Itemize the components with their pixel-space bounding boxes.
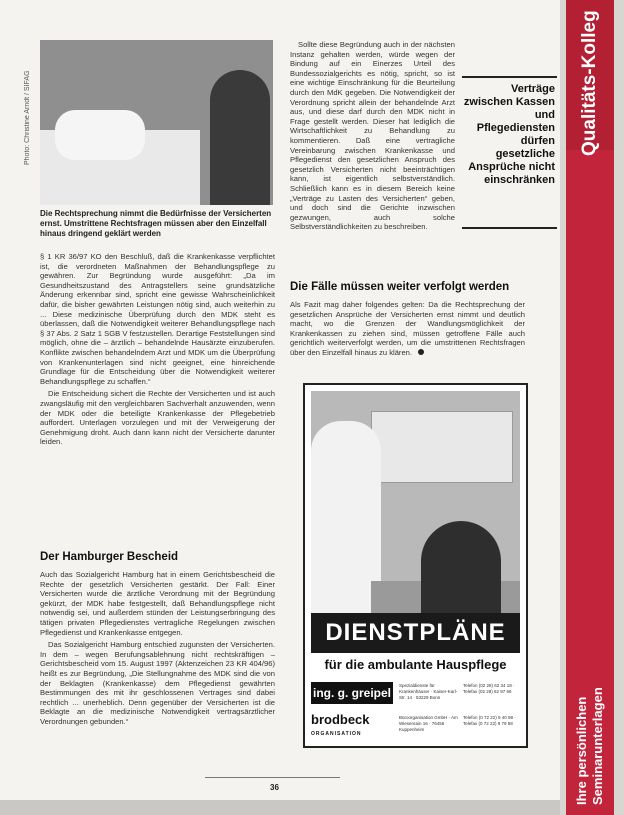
end-mark-icon — [418, 349, 424, 355]
page-bottom-shadow — [0, 800, 565, 815]
column-1-bottom — [40, 550, 275, 727]
subheading-faelle: Die Fälle müssen weiter verfolgt werden — [290, 281, 510, 293]
page-number: 36 — [270, 783, 279, 792]
brodbeck-name: brodbeck — [311, 712, 370, 727]
column-2-top — [290, 40, 455, 232]
ad-subline: für die ambulante Hauspflege — [324, 657, 507, 672]
column-1-top — [40, 252, 275, 447]
paragraph: Die Entscheidung sichert die Rechte der Versicherten und ist auch zwangsläufig mit den vergleichbaren Sachverhalt anzuwenden, wenn der MDK oder die beteiligte Krankenkasse der Pflegebetrieb auffordert. Unterlagen vorzulegen und mit der Verweigerung der Genehmigung droht. Auch dann kann nicht der Versicherte darunter leiden. — [40, 389, 275, 447]
advertisement — [303, 383, 528, 748]
ad-vendor-greipel — [311, 680, 520, 708]
ad-photo — [311, 391, 520, 616]
photo-credit: Photo: Christine Arndt / SIFAG — [24, 70, 31, 165]
brodbeck-logo — [311, 712, 393, 742]
nursing-photo — [40, 40, 273, 205]
brodbeck-phone: Telefon (0 72 22) 9 40 98 · Telefax (0 72 22) 9 79 58 — [463, 715, 516, 726]
paragraph: § 1 KR 36/97 KO den Beschluß, daß die Krankenkasse verpflichtet ist, die verordneten Maßnahmen der Behandlungspflege zu gewähren. Zur Begründung wurde ausgeführt: „Da im Gesundheitszustand des Antragstellers seine grundsätzliche Änderung erkennbar sind, spricht eine gewisse Wahrscheinlichkeit dafür, die bisher gewährten Leistungen nötig sind, auch weiterhin zu ... Diese medizinische Überprüfung durch den MDK steht es überlassen, daß die Notwendigkeit weiterer Behandlungspflege nach § 37 Abs. 2 Satz 1 SGB V festzustellen. Derartige Feststellungen sind möglich, ohne die – ärztlich – behandelnde Hausärzte einzuberufen. Konflikte zwischen behandelndem Arzt und MDK um die Überprüfung von Krankenunterlagen sind nicht geeignet, eine hinreichende Grundlage für die Entscheidung über die Notwendigkeit weiterer Behandlungspflege zu schaffen.“ — [40, 252, 275, 386]
column-2-bottom — [290, 280, 525, 358]
greipel-address: Spezialdienste für Krankenhäuser · Kaiser-Karl-Str. 14 · 53229 Bonn — [399, 683, 458, 700]
paragraph — [290, 300, 525, 358]
paragraph: Das Sozialgericht Hamburg entschied zugunsten der Versicherten. In dem – wegen Berufungsablehnung nicht rechtskräftigen – Gerichtsbescheid vom 15. August 1997 (Aktenzeichen 23 KR 404/96) heißt es zur Begründung, „Die Stellungnahme des MDK sind die von der Beklagten (Krankenkasse) dem Pflegedienst gewährten Bestimmungen des mit ihr geschlossenen Vertrages sind dabei rechtlich ... unerheblich. Denn gegenüber der Versicherten ist die Beklagte an die medizinische Notwendigkeit vertragsärztlicher Verordnungen gebunden.“ — [40, 640, 275, 726]
ad-vendor-brodbeck — [311, 712, 520, 740]
photo-pillow — [55, 110, 145, 160]
greipel-phone: Telefon (02 28) 62 34 19 · Telefax (02 28) 62 97 66 — [463, 683, 515, 694]
paragraph: Sollte diese Begründung auch in der nächsten Instanz gehalten werden, würde wegen der Bindung auf ein Einerzes Urteil des Bundessozialgerichts es nötig, spricht, so ist eine wichtige Einschränkung für die Beurteilung durch den MdK gegeben. Die Notwendigkeit der Verordnung spricht allein der behandelnde Arzt aus, und diese darf durch den MDK nicht in Frage gestellt werden. Dieser hat lediglich die Wirtschaftlichkeit zu Behandlung zu kommentieren. Daß eine vertragliche Vereinbarung zwischen Krankenkasse und Pflegedienst den gesetzlichen Anspruch des gesetzlich Versicherten nicht beeinträchtigen kann, ist eigentlich selbstverständlich. Schließlich kann es in diesem Bereich keine „Verträge zu Lasten des Versicherten“ geben, und doch sind die Gerichte inzwischen gezwungen, auch solche Selbstverständlichkeiten zu beschreiben. — [290, 40, 455, 232]
ad-headline: DIENSTPLÄNE — [311, 613, 520, 653]
pullquote-rule-bottom — [462, 227, 557, 229]
paragraph: Auch das Sozialgericht Hamburg hat in einem Gerichtsbescheid die Rechte der gesetzlich Versicherten gestärkt. Der Fall: Einer Versicherten wurde die ärztliche Verordnung mit der Begründung gekürzt, der MDK habe festgestellt, daß Behandlungspflege nicht notwendig sei, und außerdem stünden der Leistungserbringung des tätigen privaten Pflegedienstes vertragliche Regelungen zwischen Pflegedienst und Krankenkasse entgegen. — [40, 570, 275, 637]
ad-photo-person-seated — [421, 521, 501, 616]
greipel-logo: ing. g. greipel — [311, 682, 393, 704]
brodbeck-address: Büroorganisation GmbH · Am Wiesenrain 16 · 76456 Kuppenheim — [399, 715, 458, 732]
side-tab-title: Qualitäts-Kolleg — [579, 10, 600, 156]
pullquote-rule-top — [462, 76, 557, 78]
photo-caregiver — [210, 70, 270, 205]
photo-caption: Die Rechtsprechung nimmt die Bedürfnisse der Versicherten ernst. Umstrittene Rechtsfragen müssen aber den Einzelfall hinaus dringend geklärt werden — [40, 209, 272, 238]
side-tab-bottom-label: Ihre persönlichen Seminarunterlagen — [574, 687, 605, 805]
pullquote: Verträge zwischen Kassen und Pflegediensten dürfen gesetzliche Ansprüche nicht einschränken — [463, 83, 555, 186]
footer-rule — [205, 777, 340, 778]
paragraph-text: Als Fazit mag daher folgendes gelten: Da die Rechtsprechung der gesetzlichen Ansprüche der Versicherten ernst nimmt und deutlich macht, wo die Grenzen der Wandlungsmöglichkeit der Krankenkassen zu ziehen sind, müssen getroffene Fälle auch gerichtlich weiterverfolgt werden, um die umstrittenen Rechtsfragen über den Einzelfall hinaus zu klären. — [290, 300, 525, 357]
subheading-hamburg: Der Hamburger Bescheid — [40, 551, 179, 563]
ad-photo-planning-board — [371, 411, 513, 483]
brodbeck-sub: ORGANISATION — [311, 731, 362, 737]
